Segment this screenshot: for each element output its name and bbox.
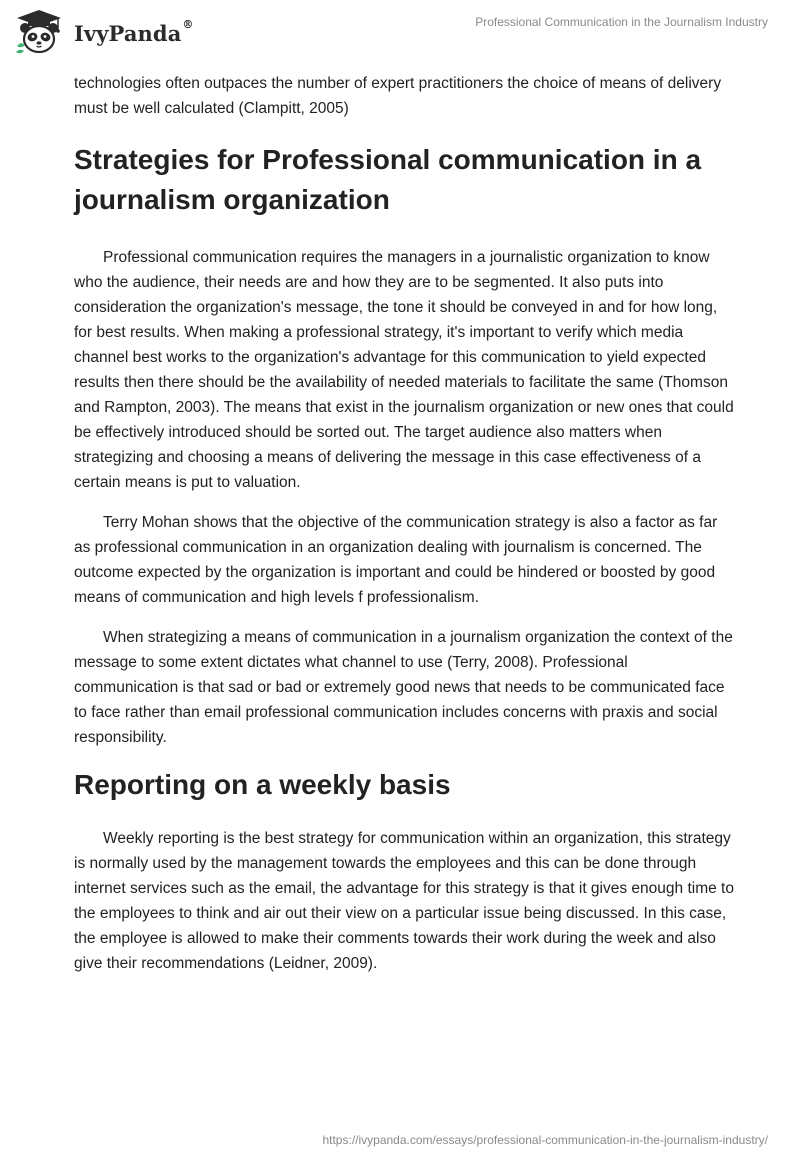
source-url[interactable]: https://ivypanda.com/essays/professional-communication-in-the-journalism-industry/ (322, 1133, 768, 1147)
body-paragraph: Weekly reporting is the best strategy for communication within an organization, this strategy is normally used by the management towards the employees and this can be done through internet services such as the email, the advantage for this strategy is that it gives enough time to the employees to think and air out their view on a particular issue being discussed. In this case, the employee is allowed to make their comments towards their work during the week and also give their recommendations (Leidner, 2009). (74, 830, 734, 972)
body-paragraph: Professional communication requires the managers in a journalistic organization to know who the audience, their needs are and how they are to be segmented. It also puts into consideration the organization's message, the tone it should be conveyed in and for how long, for best results. When making a professional strategy, it's important to verify which media channel best works to the organization's advantage for this communication to yield expected results then there should be the availability of needed materials to facilitate the same (Thomson and Rampton, 2003). The means that exist in the journalism organization or new ones that could be effectively introduced should be sorted out. The target audience also matters when strategizing and choosing a means of delivering the message in this case effectiveness of a certain means is put to valuation. (74, 249, 734, 491)
intro-paragraph: technologies often outpaces the number of expert practitioners the choice of means of delivery must be well calculated (Clampitt, 2005) (74, 75, 722, 117)
document-title: Professional Communication in the Journalism Industry (475, 15, 768, 29)
essay-content (74, 71, 734, 991)
section-heading-weekly-reporting: Reporting on a weekly basis (74, 769, 451, 800)
body-paragraph: Terry Mohan shows that the objective of the communication strategy is also a factor as far as professional communication in an organization dealing with journalism is concerned. The outcome expected by the organization is important and could be hindered or boosted by good means of communication and high levels f professionalism. (74, 514, 718, 606)
ivypanda-logo[interactable] (14, 8, 194, 56)
section-heading-strategies: Strategies for Professional communication in a journalism organization (74, 144, 702, 215)
panda-graduate-icon (14, 8, 64, 56)
page-header (0, 0, 800, 62)
registered-mark: ® (182, 17, 194, 31)
body-paragraph: When strategizing a means of communication in a journalism organization the context of the message to some extent dictates what channel to use (Terry, 2008). Professional communication is that sad or bad or extremely good news that needs to be communicated face to face rather than email professional communication includes concerns with praxis and social responsibility. (74, 629, 733, 746)
brand-name: IvyPanda® (74, 17, 194, 46)
